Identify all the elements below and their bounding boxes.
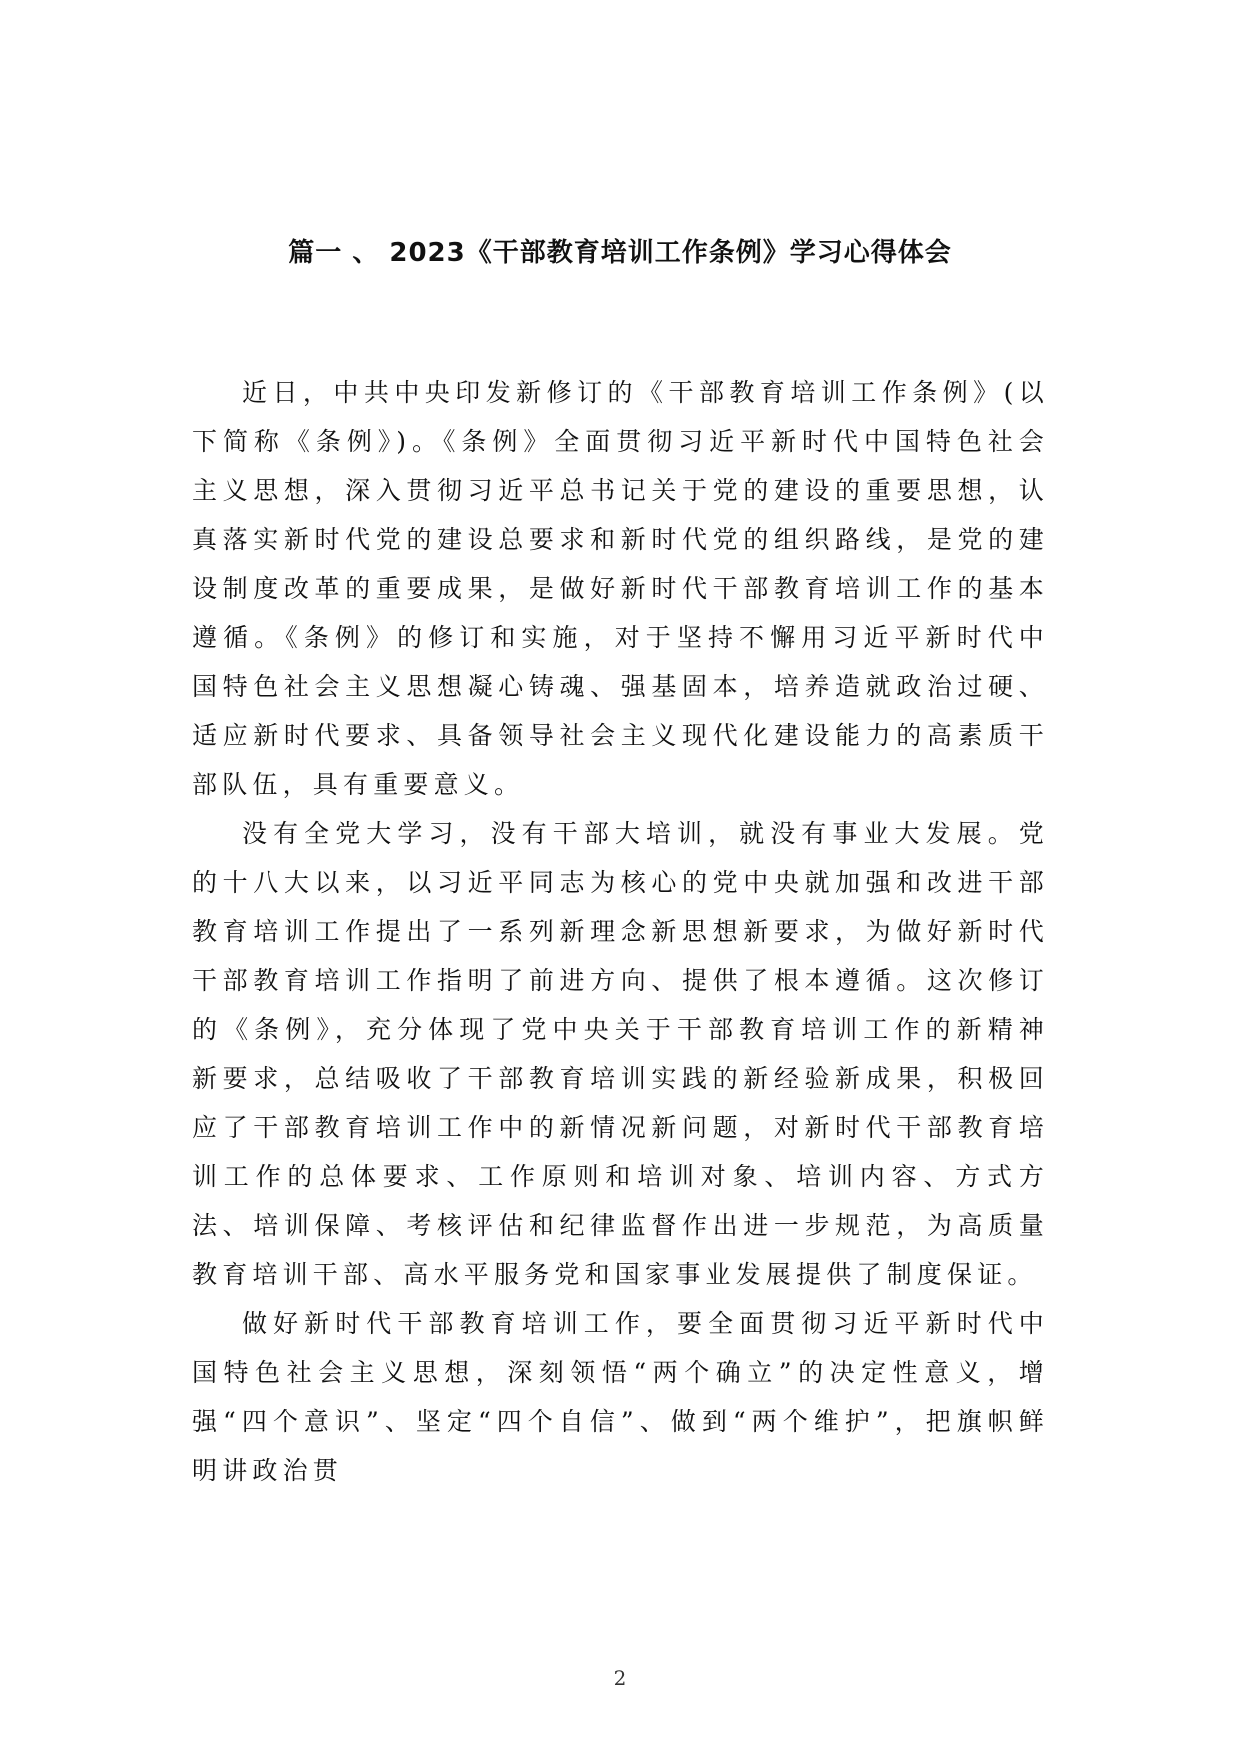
document-body: [192, 368, 1049, 1495]
paragraph-2: 没有全党大学习，没有干部大培训，就没有事业大发展。党的十八大以来，以习近平同志为核心的党中央就加强和改进干部教育培训工作提出了一系列新理念新思想新要求，为做好新时代干部教育培训工作指明了前进方向、提供了根本遵循。这次修订的《条例》，充分体现了党中央关于干部教育培训工作的新精神新要求，总结吸收了干部教育培训实践的新经验新成果，积极回应了干部教育培训工作中的新情况新问题，对新时代干部教育培训工作的总体要求、工作原则和培训对象、培训内容、方式方法、培训保障、考核评估和纪律监督作出进一步规范，为高质量教育培训干部、高水平服务党和国家事业发展提供了制度保证。: [192, 819, 1049, 1289]
document-title: 篇一 、 2023《干部教育培训工作条例》学习心得体会: [288, 238, 952, 268]
page-number: 2: [613, 1666, 627, 1690]
paragraph-3: 做好新时代干部教育培训工作，要全面贯彻习近平新时代中国特色社会主义思想，深刻领悟“两个确立”的决定性意义，增强“四个意识”、坚定“四个自信”、做到“两个维护”，把旗帜鲜明讲政治贯: [192, 1309, 1049, 1485]
paragraph-1: 近日，中共中央印发新修订的《干部教育培训工作条例》(以下简称《条例》)。《条例》全面贯彻习近平新时代中国特色社会主义思想，深入贯彻习近平总书记关于党的建设的重要思想，认真落实新时代党的建设总要求和新时代党的组织路线，是党的建设制度改革的重要成果，是做好新时代干部教育培训工作的基本遵循。《条例》的修订和实施，对于坚持不懈用习近平新时代中国特色社会主义思想凝心铸魂、强基固本，培养造就政治过硬、适应新时代要求、具备领导社会主义现代化建设能力的高素质干部队伍，具有重要意义。: [192, 378, 1049, 799]
